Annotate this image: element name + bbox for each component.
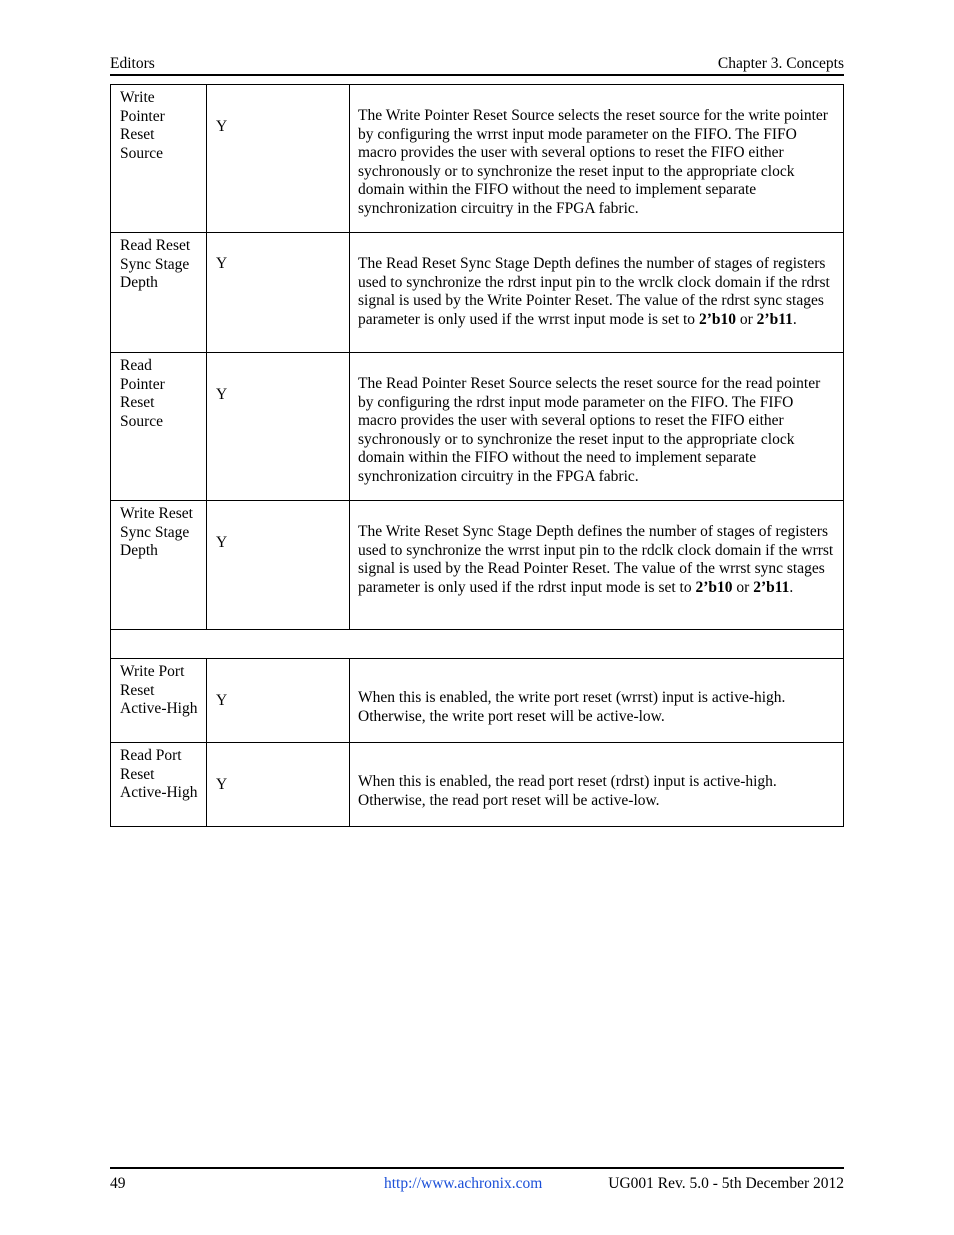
table-row bbox=[111, 659, 844, 743]
table-row bbox=[111, 85, 844, 233]
header-chapter-title: Chapter 3. Concepts bbox=[717, 55, 844, 72]
table-row-spacer bbox=[111, 630, 844, 659]
param-name: Write Pointer Reset Source bbox=[120, 89, 165, 162]
param-description: When this is enabled, the read port reset (rdrst) input is active-high. Otherwise, the read port reset will be active-low. bbox=[358, 773, 777, 809]
website-link[interactable]: http://www.achronix.com bbox=[384, 1175, 543, 1192]
document-reference: UG001 Rev. 5.0 - 5th December 2012 bbox=[608, 1175, 844, 1192]
param-description: The Write Reset Sync Stage Depth defines the number of stages of registers used to synchronize the wrrst input pin to the rdclk clock domain if the wrrst signal is used by the Read Pointer Reset. The value of the wrrst sync stages parameter is only used if the rdrst input mode is set to 2’b10 or 2’b11. bbox=[358, 523, 834, 596]
param-value: Y bbox=[216, 776, 228, 793]
param-value: Y bbox=[216, 534, 228, 551]
param-description: The Write Pointer Reset Source selects the reset source for the write pointer by configuring the wrrst input mode parameter on the FIFO. The FIFO macro provides the user with several options to reset the FIFO either sychronously or to synchronize the reset input to the appropriate clock domain within the FIFO without the need to implement separate synchronization circuitry in the FPGA fabric. bbox=[358, 107, 828, 217]
page-footer bbox=[110, 1167, 844, 1192]
page-header bbox=[110, 54, 844, 76]
param-description: The Read Reset Sync Stage Depth defines the number of stages of registers used to synchronize the rdrst input pin to the wrclk clock domain if the rdrst signal is used by the Write Pointer Reset. The value of the rdrst sync stages parameter is only used if the wrrst input mode is set to 2’b10 or 2’b11. bbox=[358, 255, 830, 328]
header-section-title: Editors bbox=[110, 55, 155, 72]
parameter-table bbox=[110, 84, 844, 827]
page-number: 49 bbox=[110, 1175, 126, 1192]
param-name: Read Reset Sync Stage Depth bbox=[120, 237, 191, 291]
param-value: Y bbox=[216, 386, 228, 403]
table-row bbox=[111, 233, 844, 353]
param-name: Read Pointer Reset Source bbox=[120, 357, 165, 430]
param-name: Write Reset Sync Stage Depth bbox=[120, 505, 193, 559]
param-name: Read Port Reset Active-High bbox=[120, 747, 198, 801]
table-row bbox=[111, 501, 844, 630]
param-description: When this is enabled, the write port reset (wrrst) input is active-high. Otherwise, the write port reset will be active-low. bbox=[358, 689, 786, 725]
param-name: Write Port Reset Active-High bbox=[120, 663, 198, 717]
table-row bbox=[111, 353, 844, 501]
param-value: Y bbox=[216, 255, 228, 272]
table-row bbox=[111, 743, 844, 827]
param-value: Y bbox=[216, 118, 228, 135]
param-value: Y bbox=[216, 692, 228, 709]
param-description: The Read Pointer Reset Source selects the reset source for the read pointer by configuring the rdrst input mode parameter on the FIFO. The FIFO macro provides the user with several options to reset the FIFO either sychronously or to synchronize the reset input to the appropriate clock domain within the FIFO without the need to implement separate synchronization circuitry in the FPGA fabric. bbox=[358, 375, 821, 485]
